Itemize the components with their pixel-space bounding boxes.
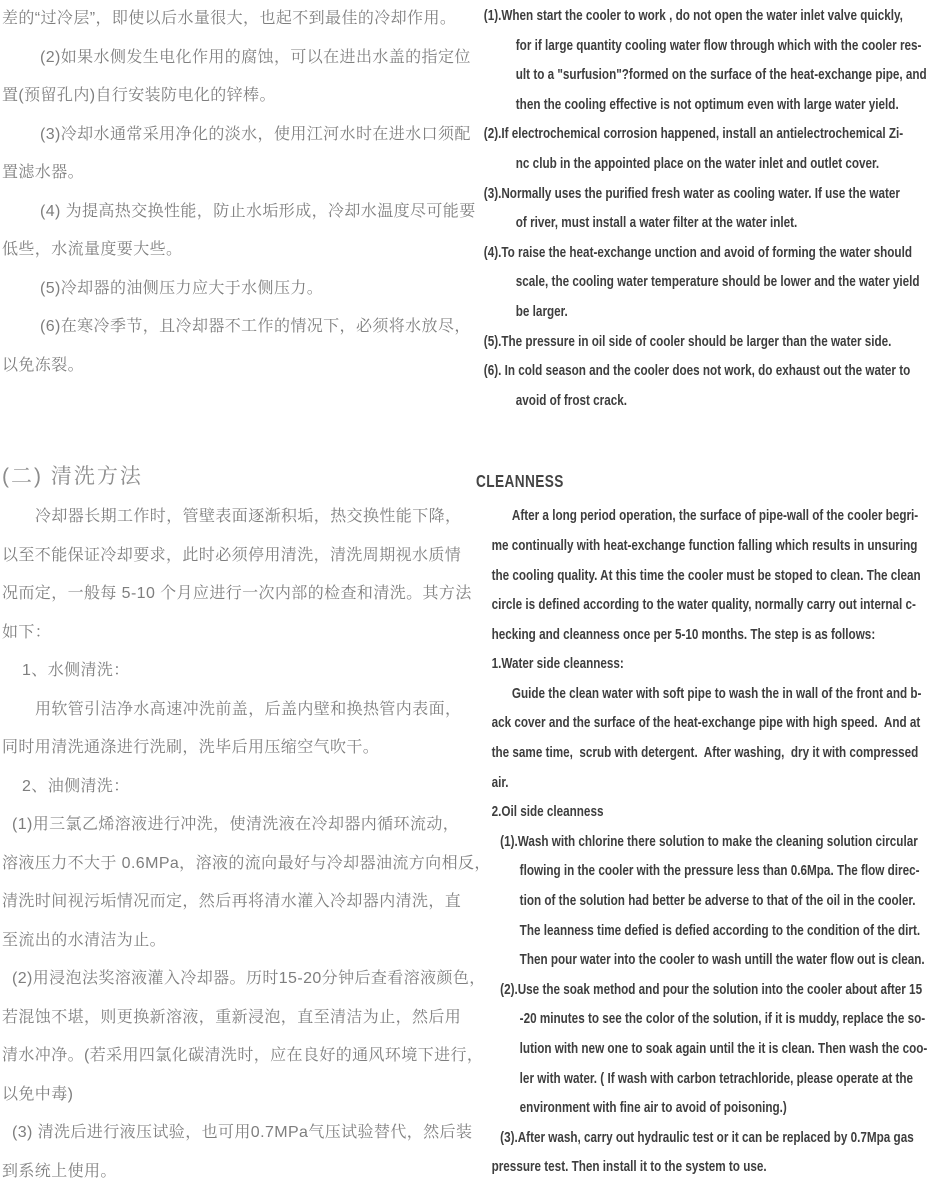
chinese-text-line: 如下： (2, 623, 52, 641)
english-text-line: the cooling quality. At this time the cooler must be stoped to clean. The clean (491, 566, 921, 584)
english-text-line: ler with water. ( If wash with carbon tetrachloride, please operate at the (519, 1069, 914, 1087)
english-text-line: (1).Wash with chlorine there solution to make the cleaning solution circular (500, 832, 918, 850)
chinese-text-line: (6)在寒冷季节，且冷却器不工作的情况下，必须将水放尽， (40, 318, 471, 335)
english-text-line: air. (491, 773, 509, 791)
chinese-text-line: (2)如果水侧发生电化作用的腐蚀，可以在进出水盖的指定位 (40, 48, 471, 66)
english-text-line: After a long period operation, the surface of pipe-wall of the cooler begri- (511, 507, 919, 525)
english-text-line: The leanness time defied is defied according to the condition of the dirt. (519, 921, 921, 939)
english-text-line: ult to a "surfusion"?formed on the surface of the heat-exchange pipe, and (515, 66, 927, 84)
chinese-text-line: 至流出的水清洁为止。 (2, 931, 167, 949)
chinese-text-line: 以免冻裂。 (2, 356, 85, 374)
chinese-text-line: 溶液压力不大于 0.6MPa，溶液的流向最好与冷却器油流方向相反， (2, 854, 491, 872)
english-text-line: nc club in the appointed place on the water inlet and outlet cover. (515, 154, 880, 172)
english-section-heading: CLEANNESS (476, 471, 564, 492)
english-text-line: the same time, scrub with detergent. After washing, dry it with compressed (491, 744, 919, 762)
english-text-line: Guide the clean water with soft pipe to wash the in wall of the front and b- (511, 684, 922, 702)
english-text-line: (5).The pressure in oil side of cooler should be larger than the water side. (483, 332, 892, 350)
chinese-text-line: 同时用清洗通涤进行洗刷，洗毕后用压缩空气吹干。 (2, 739, 380, 756)
english-column (476, 1, 952, 1182)
chinese-text-line: 差的“过冷层”，即使以后水量很大，也起不到最佳的冷却作用。 (2, 10, 457, 27)
english-text-line: tion of the solution had better be adverse to that of the oil in the cooler. (519, 892, 916, 910)
chinese-text-line: 况而定，一般每 5-10 个月应进行一次内部的检查和清洗。其方法 (2, 585, 472, 602)
chinese-text-line: (1)用三氯乙烯溶液进行冲洗，使清洗液在冷却器内循环流动， (12, 816, 460, 833)
english-text-line: flowing in the cooler with the pressure less than 0.6Mpa. The flow direc- (519, 862, 920, 880)
chinese-text-line: 清洗时间视污垢情况而定，然后再将清水灌入冷却器内清洗，直 (2, 893, 462, 910)
chinese-text-line: 置(预留孔内)自行安装防电化的锌棒。 (2, 87, 276, 104)
chinese-text-line: (5)冷却器的油侧压力应大于水侧压力。 (40, 279, 324, 297)
chinese-text-line: (3) 清洗后进行液压试验，也可用0.7MPa气压试验替代，然后装 (12, 1124, 473, 1141)
chinese-section-heading: (二) 清洗方法 (2, 465, 143, 488)
chinese-text-line: (3)冷却水通常采用净化的淡水，使用江河水时在进水口须配 (40, 125, 471, 143)
english-text-line: -20 minutes to see the color of the solution, if it is muddy, replace the so- (519, 1010, 926, 1028)
english-text-line: 2.Oil side cleanness (491, 803, 604, 821)
english-text-line: be larger. (515, 302, 568, 320)
english-text-line: then the cooling effective is not optimum even with large water yield. (515, 95, 899, 113)
english-text-line: circle is defined according to the water quality, normally carry out internal c- (491, 596, 916, 614)
english-text-line: (3).After wash, carry out hydraulic test or it can be replaced by 0.7Mpa gas (500, 1128, 914, 1146)
english-text-line: Then pour water into the cooler to wash untill the water flow out is clean. (519, 951, 925, 969)
english-text-line: hecking and cleanness once per 5-10 months. The step is as follows: (491, 625, 876, 643)
english-text-line: of river, must install a water filter at the water inlet. (515, 214, 798, 232)
english-text-line: for if large quantity cooling water flow through which with the cooler res- (515, 36, 922, 54)
english-text-line: ack cover and the surface of the heat-exchange pipe with high speed. And at (491, 714, 921, 732)
chinese-text-line: 若混蚀不堪，则更换新溶液，重新浸泡，直至清洁为止，然后用 (2, 1008, 462, 1026)
chinese-text-line: 2、油侧清洗： (22, 777, 130, 795)
english-text-line: 1.Water side cleanness: (491, 655, 624, 673)
english-text-line: (4).To raise the heat-exchange unction and avoid of forming the water should (483, 243, 912, 261)
chinese-text-line: 低些，水流量度要大些。 (2, 241, 183, 258)
chinese-text-line: (4) 为提高热交换性能，防止水垢形成，冷却水温度尽可能要 (40, 202, 476, 220)
chinese-text-line: 以至不能保证冷却要求，此时必须停用清洗，清洗周期视水质情 (2, 546, 462, 564)
english-text-line: (2).If electrochemical corrosion happened, install an antielectrochemical Zi- (483, 125, 904, 143)
chinese-text-line: (2)用浸泡法奖溶液灌入冷却器。历时15-20分钟后查看溶液颜色， (12, 970, 486, 987)
english-text-line: pressure test. Then install it to the system to use. (491, 1158, 767, 1176)
english-text-line: environment with fine air to avoid of poisoning.) (519, 1099, 787, 1117)
english-text-line: (3).Normally uses the purified fresh water as cooling water. If use the water (483, 184, 900, 202)
chinese-text-line: 用软管引洁净水高速冲洗前盖，后盖内壁和换热管内表面， (35, 700, 462, 718)
english-text-line: (6). In cold season and the cooler does not work, do exhaust out the water to (483, 362, 911, 380)
english-text-line: scale, the cooling water temperature should be lower and the water yield (515, 273, 920, 291)
english-text-line: (2).Use the soak method and pour the solution into the cooler about after 15 (500, 980, 923, 998)
chinese-text-line: 清水冲净。(若采用四氯化碳清洗时，应在良好的通风环境下进行， (2, 1047, 484, 1064)
chinese-text-line: 置滤水器。 (2, 164, 85, 181)
english-text-line: (1).When start the cooler to work , do not open the water inlet valve quickly, (483, 7, 903, 24)
chinese-text-line: 1、水侧清洗： (22, 662, 130, 679)
english-text-line: avoid of frost crack. (515, 391, 627, 409)
english-text-line: lution with new one to soak again until the it is clean. Then wash the coo- (519, 1040, 928, 1057)
chinese-text-line: 以免中毒) (2, 1085, 74, 1103)
english-text-line: me continually with heat-exchange function falling which results in unsuring (491, 536, 918, 554)
chinese-text-line: 冷却器长期工作时，管壁表面逐渐积垢，热交换性能下降， (35, 508, 462, 525)
chinese-text-line: 到系统上使用。 (2, 1162, 117, 1180)
chinese-column (2, 0, 491, 1191)
